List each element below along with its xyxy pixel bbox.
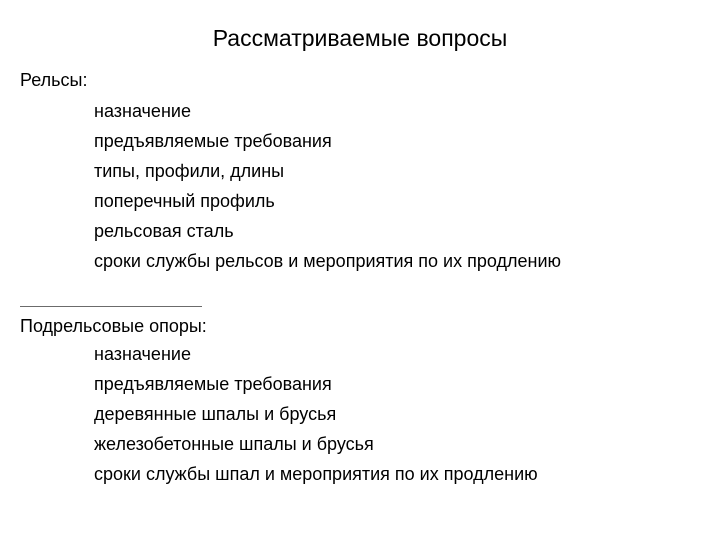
list-item: поперечный профиль: [94, 191, 275, 211]
slide-title: Рассматриваемые вопросы: [212, 25, 508, 51]
list-item: назначение: [94, 344, 191, 364]
list-item: сроки службы рельсов и мероприятия по их продлению: [94, 251, 561, 271]
section-heading-sleepers: Подрельсовые опоры:: [20, 316, 207, 336]
list-item: рельсовая сталь: [94, 221, 234, 241]
rails-topic-list: [94, 99, 561, 279]
list-item: сроки службы шпал и мероприятия по их продлению: [94, 464, 538, 484]
list-item: предъявляемые требования: [94, 374, 332, 394]
section-heading-rails: Рельсы:: [20, 70, 88, 90]
list-item: предъявляемые требования: [94, 131, 332, 151]
list-item: назначение: [94, 101, 191, 121]
section-divider: [20, 306, 202, 307]
list-item: деревянные шпалы и брусья: [94, 404, 337, 424]
sleepers-topic-list: [94, 342, 538, 492]
list-item: типы, профили, длины: [94, 161, 285, 181]
list-item: железобетонные шпалы и брусья: [94, 434, 374, 454]
